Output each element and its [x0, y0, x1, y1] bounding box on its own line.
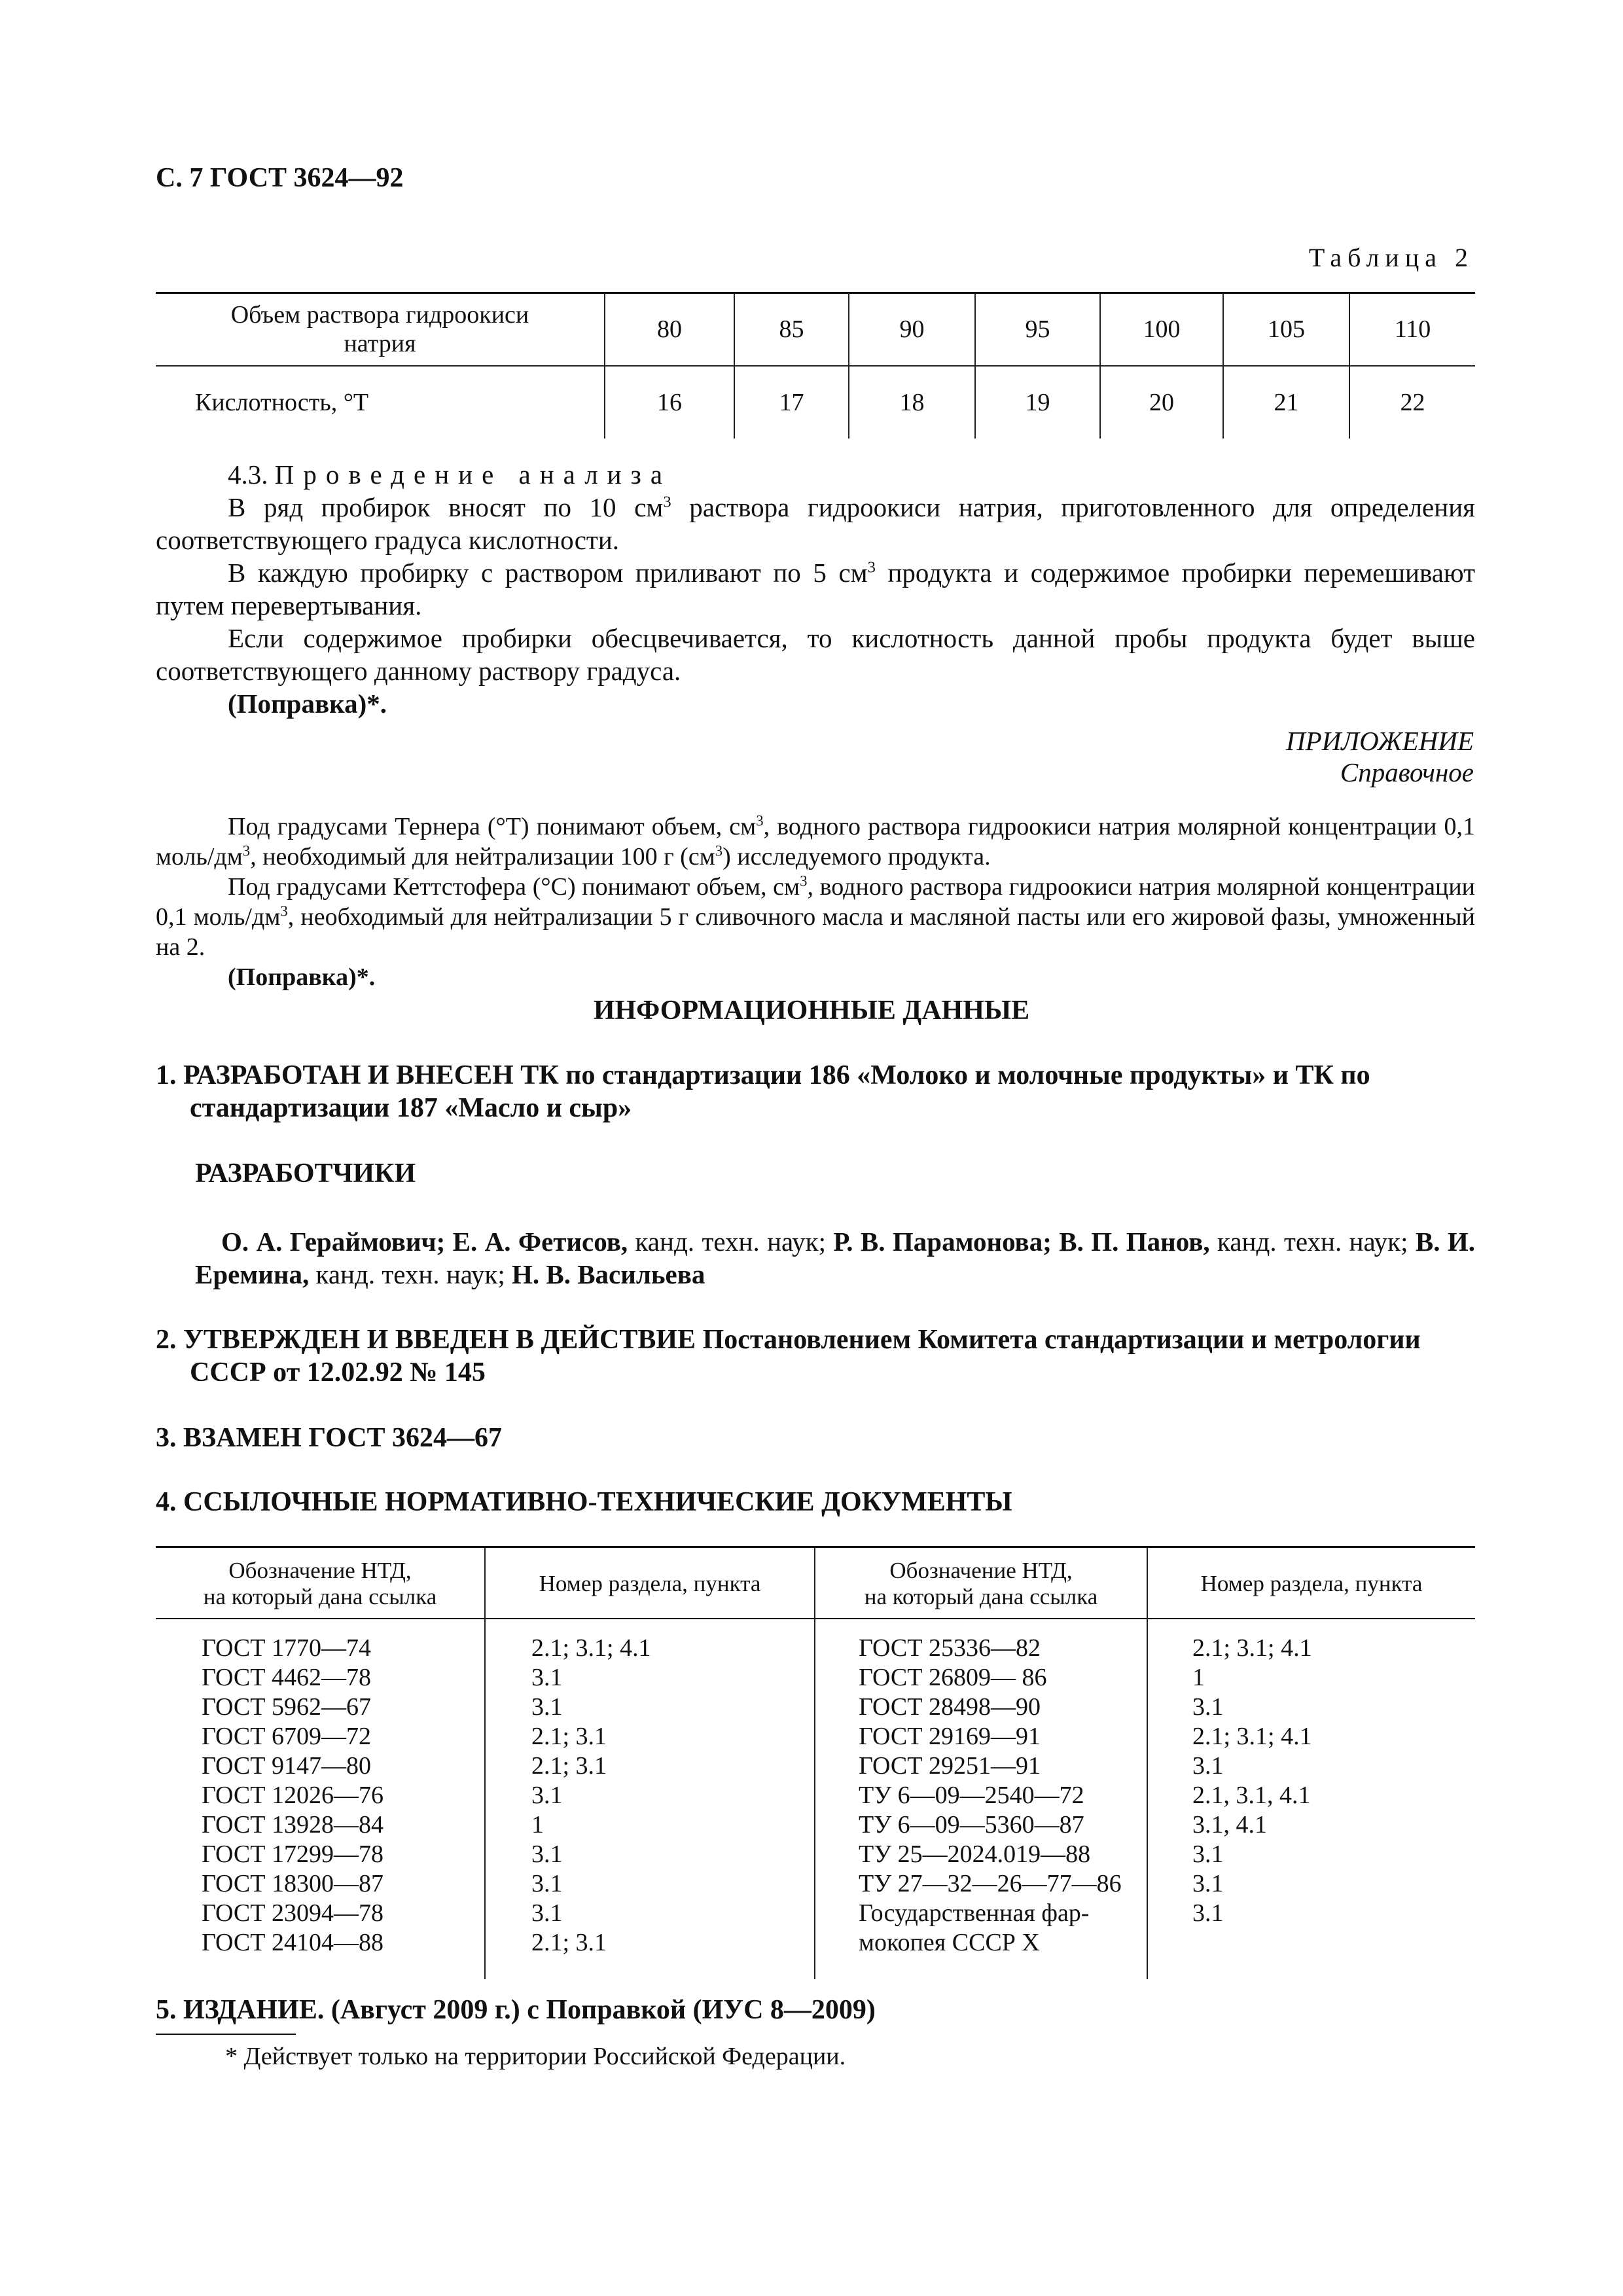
ref-cell: 3.1, 4.1 — [1192, 1811, 1267, 1839]
ref-cell: ТУ 6—09—5360—87 — [859, 1811, 1084, 1839]
table2-cell: 95 — [975, 293, 1100, 366]
table2-cell: 19 — [975, 366, 1100, 439]
appendix-subtitle: Справочное — [1340, 757, 1474, 787]
table2-cell: 90 — [849, 293, 975, 366]
appendix-title: ПРИЛОЖЕНИЕ — [1286, 726, 1474, 756]
ref-cell: 3.1 — [1192, 1752, 1224, 1780]
ref-cell: 3.1 — [531, 1840, 563, 1868]
table2-row-label: Кислотность, °Т — [195, 389, 369, 416]
table2-cell: 85 — [734, 293, 849, 366]
ref-table-top-rule — [156, 1546, 1475, 1548]
ref-cell: ГОСТ 6709—72 — [202, 1723, 371, 1750]
table2-cell: 110 — [1349, 293, 1475, 366]
info-item-3: 3. ВЗАМЕН ГОСТ 3624—67 — [156, 1423, 503, 1453]
table2-row-label: Объем раствора гидроокиси натрия — [156, 293, 605, 366]
ref-cell: ГОСТ 25336—82 — [859, 1634, 1041, 1662]
ref-cell: 3.1 — [531, 1664, 563, 1691]
ref-header-doc-right: Обозначение НТД, на который дана ссылка — [864, 1558, 1098, 1609]
ref-column-left-sections — [531, 1634, 651, 1958]
ref-column-right-docs — [859, 1634, 1122, 1958]
ref-cell: 3.1 — [531, 1899, 563, 1927]
ref-cell: ГОСТ 18300—87 — [202, 1870, 383, 1897]
paragraph: В ряд пробирок вносят по 10 $см^3$ раствора гидроокиси натрия, приготовленного для определения соответствующего градуса кислотности. — [156, 492, 1475, 555]
table2-cell: 20 — [1100, 366, 1223, 439]
table2-cell: 100 — [1100, 293, 1223, 366]
ref-cell: ГОСТ 29169—91 — [859, 1723, 1041, 1750]
info-item-1: 1. РАЗРАБОТАН И ВНЕСЕН ТК по стандартизации 186 «Молоко и молочные продукты» и ТК по стандартизации 187 «Масло и сыр» — [156, 1060, 1370, 1123]
ref-table-divider — [484, 1547, 486, 1979]
ref-cell: 1 — [531, 1811, 544, 1839]
ref-cell: 3.1 — [1192, 1899, 1224, 1927]
ref-cell: 2.1; 3.1 — [531, 1752, 607, 1780]
info-item-2: 2. УТВЕРЖДЕН И ВВЕДЕН В ДЕЙСТВИЕ Постановлением Комитета стандартизации и метрологии СССР от 12.02.92 № 145 — [156, 1325, 1421, 1388]
paragraph: В каждую пробирку с раствором приливают по 5 $см^3$ продукта и содержимое пробирки перемешивают путем перевертывания. — [156, 558, 1475, 620]
info-title: ИНФОРМАЦИОННЫЕ ДАННЫЕ — [593, 996, 1030, 1026]
ref-cell: ГОСТ 13928—84 — [202, 1811, 383, 1839]
ref-column-right-sections — [1192, 1634, 1312, 1928]
ref-cell: ГОСТ 5962—67 — [202, 1693, 371, 1721]
table2-cell: 21 — [1223, 366, 1349, 439]
paragraph: Под градусами Тернера (°Т) понимают объем, $см^3$, водного раствора гидроокиси натрия молярной концентрации 0,1 моль/$дм^3$, необходимый для нейтрализации 100 г $(см^3)$ исследуемого продукта. — [156, 812, 1476, 870]
ref-cell: ГОСТ 4462—78 — [202, 1664, 371, 1691]
info-item-5: 5. ИЗДАНИЕ. (Август 2009 г.) с Поправкой (ИУС 8—2009) — [156, 1995, 876, 2025]
table2-cell: 105 — [1223, 293, 1349, 366]
section-4-3 — [156, 458, 1475, 720]
table2 — [156, 293, 1475, 439]
ref-cell: 2.1; 3.1; 4.1 — [1192, 1634, 1312, 1662]
ref-cell: ТУ 25—2024.019—88 — [859, 1840, 1091, 1868]
ref-cell: 3.1 — [1192, 1840, 1224, 1868]
ref-cell: ГОСТ 29251—91 — [859, 1752, 1041, 1780]
ref-cell: Государственная фар- — [859, 1899, 1090, 1927]
ref-table-divider — [814, 1547, 815, 1979]
ref-cell: 2.1, 3.1, 4.1 — [1192, 1782, 1311, 1809]
amendment-note: (Поправка)*. — [228, 689, 387, 719]
ref-cell: ТУ 6—09—2540—72 — [859, 1782, 1084, 1809]
ref-cell: ГОСТ 26809— 86 — [859, 1664, 1047, 1691]
table2-cell: 80 — [605, 293, 734, 366]
table2-cell: 16 — [605, 366, 734, 439]
ref-cell: ГОСТ 9147—80 — [202, 1752, 371, 1780]
ref-cell: ТУ 27—32—26—77—86 — [859, 1870, 1122, 1897]
ref-table-header-rule — [156, 1618, 1475, 1619]
appendix-label — [1286, 725, 1474, 788]
ref-cell: ГОСТ 1770—74 — [202, 1634, 371, 1662]
table2-cell: 22 — [1349, 366, 1475, 439]
ref-cell: 3.1 — [531, 1782, 563, 1809]
ref-cell: ГОСТ 24104—88 — [202, 1929, 383, 1956]
page-header: С. 7 ГОСТ 3624—92 — [156, 163, 404, 193]
developers-list: О. А. Гераймович; Е. А. Фетисов, канд. техн. наук; Р. В. Парамонова; В. П. Панов, канд. техн. наук; В. И. Еремина, канд. техн. наук; Н. В. Васильева — [195, 1227, 1475, 1289]
footnote-rule — [156, 2034, 296, 2035]
table2-cell: 17 — [734, 366, 849, 439]
ref-cell: ГОСТ 17299—78 — [202, 1840, 383, 1868]
ref-cell: 3.1 — [1192, 1693, 1224, 1721]
ref-cell: 3.1 — [531, 1870, 563, 1897]
paragraph: Если содержимое пробирки обесцвечивается, то кислотность данной пробы продукта будет выше соответствующего данному раствору градуса. — [156, 623, 1475, 686]
ref-header-doc-left: Обозначение НТД, на который дана ссылка — [203, 1558, 437, 1609]
ref-table-divider — [1147, 1547, 1148, 1979]
ref-cell: 1 — [1192, 1664, 1205, 1691]
ref-cell: 2.1; 3.1; 4.1 — [531, 1634, 651, 1662]
table-label: Таблица 2 — [1308, 243, 1474, 272]
ref-cell: 2.1; 3.1 — [531, 1929, 607, 1956]
ref-cell: мокопея СССР X — [859, 1929, 1040, 1956]
ref-cell: 2.1; 3.1; 4.1 — [1192, 1723, 1312, 1750]
footnote: * Действует только на территории Российской Федерации. — [225, 2043, 846, 2070]
appendix-text — [156, 812, 1475, 992]
developers-title: РАЗРАБОТЧИКИ — [195, 1158, 416, 1189]
ref-header-sec-right: Номер раздела, пункта — [1200, 1571, 1423, 1596]
ref-cell: 3.1 — [1192, 1870, 1224, 1897]
section-heading: 4.3. Проведение анализа — [228, 459, 672, 490]
ref-cell: 3.1 — [531, 1693, 563, 1721]
table2-row-volume — [156, 293, 1475, 366]
table2-row-acidity — [156, 366, 1475, 439]
table2-cell: 18 — [849, 366, 975, 439]
paragraph: Под градусами Кеттстофера (°С) понимают объем, $см^3$, водного раствора гидроокиси натрия молярной концентрации 0,1 моль/$дм^3$, необходимый для нейтрализации 5 г сливочного масла и масляной пасты или его жировой фазы, умноженный на 2. — [156, 872, 1475, 961]
ref-cell: 2.1; 3.1 — [531, 1723, 607, 1750]
amendment-note: (Поправка)*. — [228, 963, 376, 991]
ref-cell: ГОСТ 12026—76 — [202, 1782, 383, 1809]
ref-header-sec-left: Номер раздела, пункта — [539, 1571, 761, 1596]
ref-cell: ГОСТ 28498—90 — [859, 1693, 1041, 1721]
ref-column-left-docs — [202, 1634, 383, 1958]
info-item-4: 4. ССЫЛОЧНЫЕ НОРМАТИВНО-ТЕХНИЧЕСКИЕ ДОКУМЕНТЫ — [156, 1487, 1012, 1517]
ref-cell: ГОСТ 23094—78 — [202, 1899, 383, 1927]
